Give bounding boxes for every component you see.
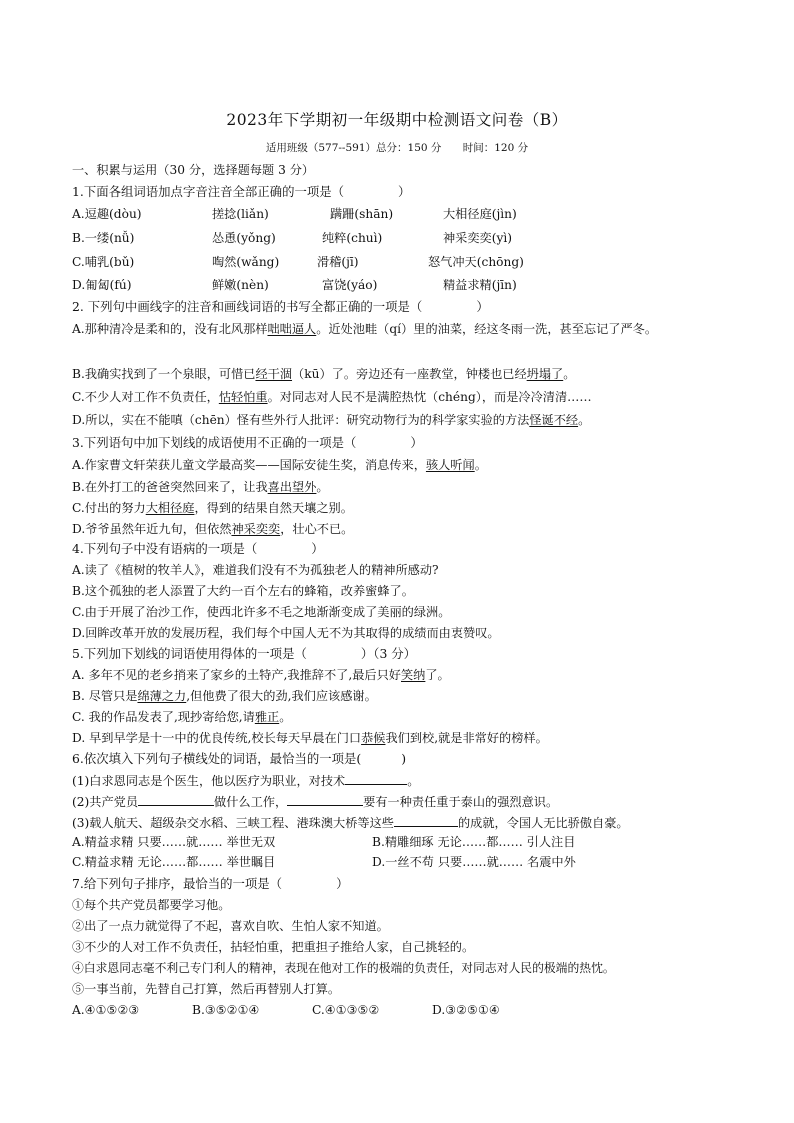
question-7-sentence-2: ②出了一点力就觉得了不起，喜欢自吹、生怕人家不知道。 <box>72 919 389 933</box>
page-title: 2023年下学期初一年级期中检测语文问卷（B） <box>226 111 568 129</box>
question-3-option-d: D.爷爷虽然年近九旬，但依然神采奕奕，壮心不已。 <box>72 522 354 536</box>
question-1-row-c: C.哺乳(bǔ) 啕然(wǎng) 滑稽(jī) 怒气冲天(chōng) <box>72 255 524 269</box>
question-2-option-a: A.那种清冷是柔和的，没有北风那样咄咄逼人。近处池畦（qí）里的油菜，经这冬雨一洗，甚至忘记了严冬。 <box>72 322 658 336</box>
question-7-options <box>72 1003 722 1021</box>
fill-blank[interactable] <box>287 793 363 806</box>
question-6-sentence-1: (1)白求恩同志是个医生，他以医疗为职业，对技术 。 <box>72 774 420 788</box>
question-7-sentence-4: ④白求恩同志毫不利己专门利人的精神，表现在他对工作的极端的负责任，对同志对人民的极端的热忱。 <box>72 961 615 975</box>
question-6-option-c: C.精益求精 无论……都…… 举世瞩目 <box>72 855 276 869</box>
question-6-sentence-3: (3)载人航天、超级杂交水稻、三峡工程、港珠澳大桥等这些 的成就，令国人无比骄傲自豪。 <box>72 816 629 830</box>
question-6-stem: 6.依次填入下列句子横线处的词语，最恰当的一项是( ) <box>72 751 407 766</box>
question-4-option-a: A.读了《植树的牧羊人》，难道我们没有不为孤独老人的精神所感动? <box>72 563 439 577</box>
question-6-options-row-2 <box>72 853 722 871</box>
question-5-option-c: C. 我的作品发表了,现抄寄给您,请雅正。 <box>72 710 292 724</box>
exam-meta <box>0 140 794 155</box>
question-5-option-b: B. 尽管只是绵薄之力,但他费了很大的劲,我们应该感谢。 <box>72 689 377 703</box>
question-7-sentence-5: ⑤一事当前，先替自己打算，然后再替别人打算。 <box>72 982 341 996</box>
exam-time: 时间：120 分 <box>462 142 529 154</box>
question-6-option-a: A.精益求精 只要……就…… 举世无双 <box>72 835 276 849</box>
question-7-option-a: A.④①⑤②③ <box>72 1003 140 1017</box>
question-3-stem: 3.下列语句中加下划线的成语使用不正确的一项是（ ） <box>72 435 423 450</box>
section-heading: 一、积累与运用（30 分，选择题每题 3 分） <box>72 163 315 177</box>
question-4-stem: 4.下列句子中没有语病的一项是（ ） <box>72 541 324 556</box>
question-7-stem: 7.给下列句子排序，最恰当的一项是（ ） <box>72 876 349 891</box>
question-5-stem: 5.下列加下划线的词语使用得体的一项是（ ）（3 分） <box>72 646 417 661</box>
question-4-option-c: C.由于开展了治沙工作，使西北许多不毛之地渐渐变成了美丽的绿洲。 <box>72 605 451 619</box>
question-6-sentence-2: (2)共产党员 做什么工作， 要有一种责任重于泰山的强烈意识。 <box>72 795 559 809</box>
question-3-option-b: B.在外打工的爸爸突然回来了，让我喜出望外。 <box>72 480 329 494</box>
question-7-option-b: B.③⑤②①④ <box>192 1003 260 1017</box>
question-6-option-b: B.精雕细琢 无论……都…… 引人注目 <box>372 835 576 849</box>
question-7-option-d: D.③②⑤①④ <box>432 1003 500 1017</box>
question-1-row-a: A.逗趣(dòu) 搓捻(liǎn) 蹒跚(shān) 大相径庭(jìn) <box>72 207 517 221</box>
question-7-sentence-3: ③不少的人对工作不负责任，拈轻怕重，把重担子推给人家，自己挑轻的。 <box>72 940 475 954</box>
question-3-option-c: C.付出的努力大相径庭，得到的结果自然天壤之别。 <box>72 501 353 515</box>
question-5-option-a: A. 多年不见的老乡捎来了家乡的土特产,我推辞不了,最后只好笑纳了。 <box>72 668 450 682</box>
question-2-stem: 2. 下列句中画线字的注音和画线词语的书写全都正确的一项是（ ） <box>72 299 489 314</box>
question-1-row-b: B.一缕(nǚ) 怂恿(yǒng) 纯粹(chuì) 神采奕奕(yì) <box>72 231 513 245</box>
question-5-option-d: D. 早到早学是十一中的优良传统,校长每天早晨在门口恭候我们到校,就是非常好的榜样。 <box>72 731 548 745</box>
question-2-option-c: C.不少人对工作不负责任，怙轻怕重。对同志对人民不是满腔热忱（chéng），而是冷冷清清…… <box>72 390 592 404</box>
question-6-options-row-1 <box>72 833 722 851</box>
fill-blank[interactable] <box>394 814 458 827</box>
question-7-sentence-1: ①每个共产党员都要学习他。 <box>72 898 231 912</box>
question-4-option-b: B.这个孤独的老人添置了大约一百个左右的蜂箱，改养蜜蜂了。 <box>72 584 414 598</box>
question-4-option-d: D.回眸改革开放的发展历程，我们每个中国人无不为其取得的成绩而由衷赞叹。 <box>72 626 500 640</box>
question-2-option-d: D.所以，实在不能嗔（chēn）怪有些外行人批评：研究动物行为的科学家实验的方法怪诞不经。 <box>72 413 591 427</box>
question-1-row-d: D.匍匐(fú) 鲜嫩(nèn) 富饶(yáo) 精益求精(jīn) <box>72 278 517 292</box>
question-3-option-a: A.作家曹文轩荣获儿童文学最高奖——国际安徒生奖，消息传来，骇人听闻。 <box>72 458 487 472</box>
fill-blank[interactable] <box>345 772 407 785</box>
question-7-option-c: C.④①③⑤② <box>312 1003 380 1017</box>
question-2-option-b: B.我确实找到了一个泉眼，可惜已经干涸（kū）了。旁边还有一座教堂，钟楼也已经坍塌了。 <box>72 367 576 381</box>
exam-classes-score: 适用班级（577--591）总分：150 分 <box>265 142 442 154</box>
question-1-stem: 1.下面各组词语加点字音注音全部正确的一项是（ ） <box>72 184 411 199</box>
fill-blank[interactable] <box>138 793 214 806</box>
question-6-option-d: D.一丝不苟 只要……就…… 名震中外 <box>372 855 576 869</box>
